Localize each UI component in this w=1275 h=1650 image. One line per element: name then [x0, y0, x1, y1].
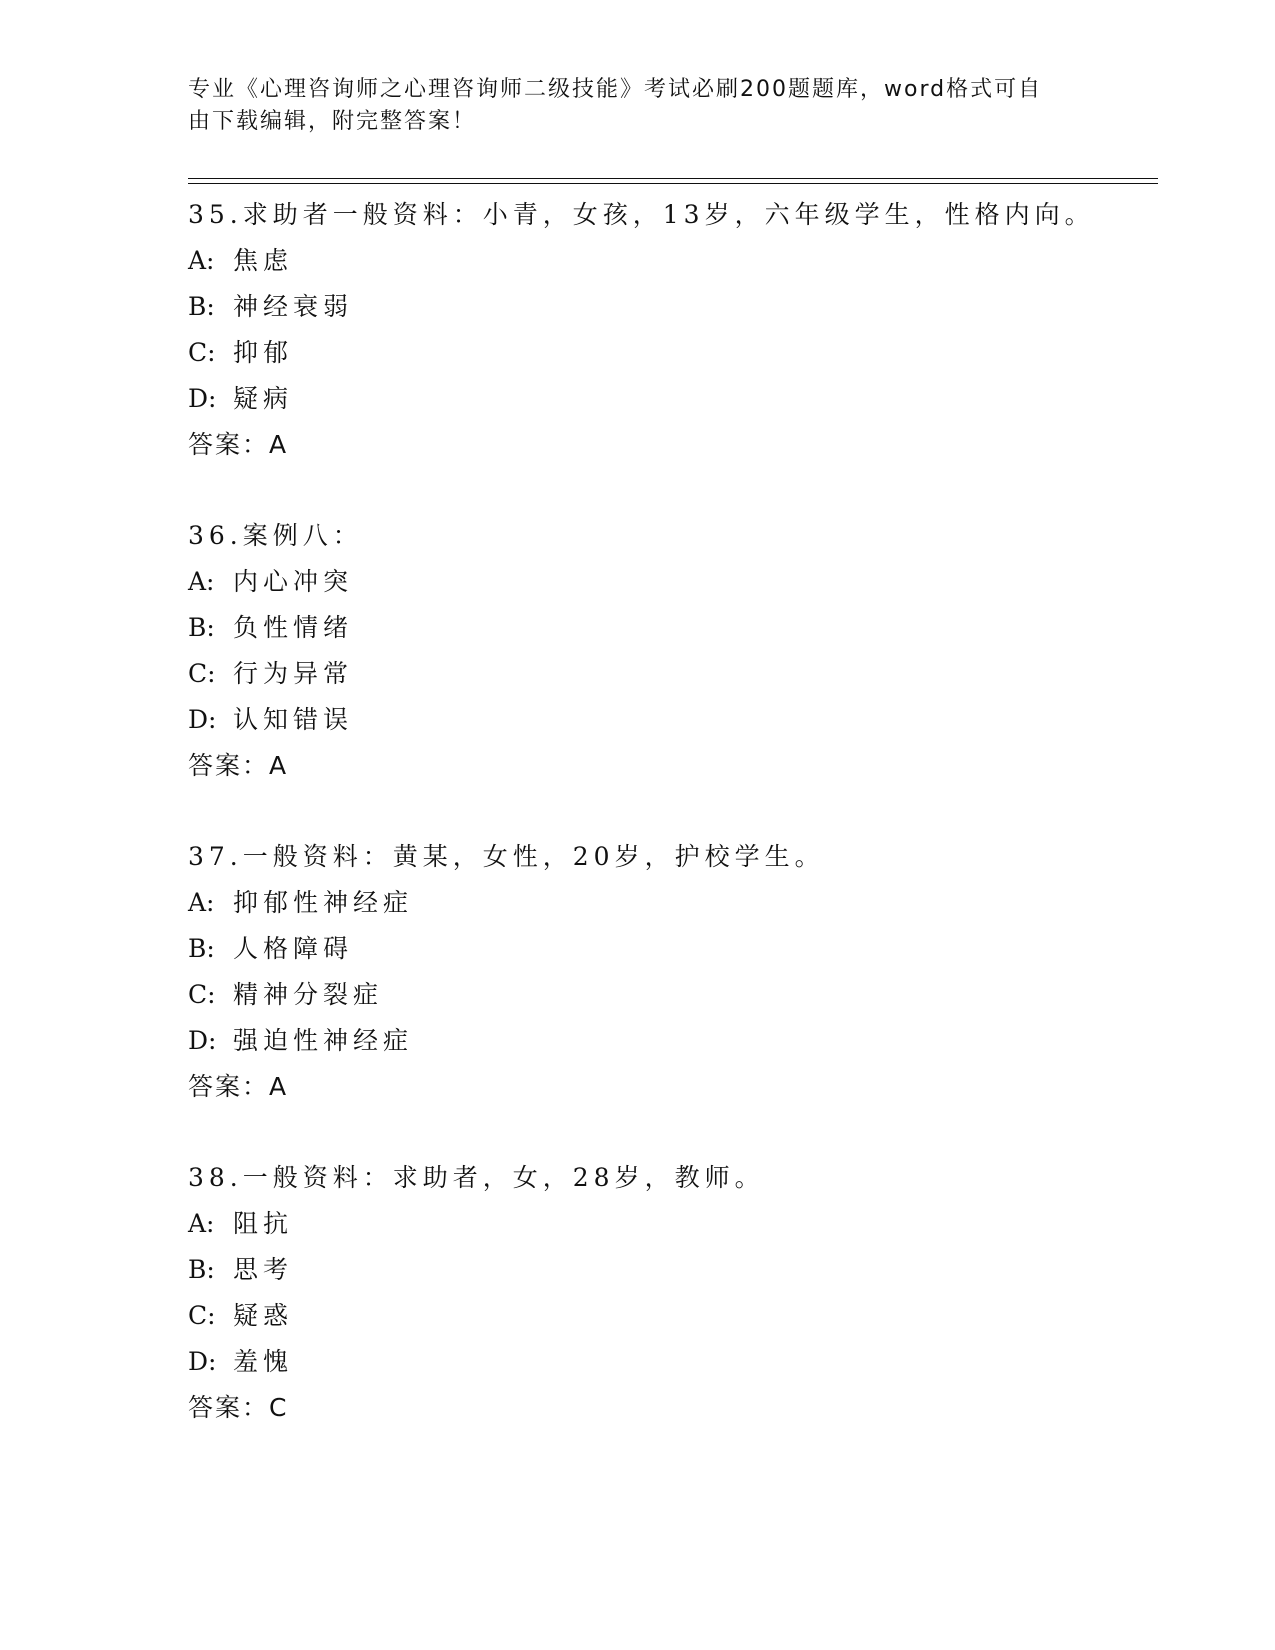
option-a — [188, 1201, 1168, 1247]
option-b — [188, 1247, 1168, 1293]
question-stem: 35.求助者一般资料：小青，女孩，13岁，六年级学生，性格内向。 — [188, 200, 1095, 229]
option-b — [188, 284, 1168, 330]
option-text: 精神分裂症 — [233, 980, 384, 1009]
option-d — [188, 1339, 1168, 1385]
question-stem: 38.一般资料：求助者，女，28岁，教师。 — [188, 1163, 765, 1192]
answer-value: A — [269, 430, 289, 459]
answer-label: 答案： — [188, 1072, 270, 1101]
option-text: 认知错误 — [233, 705, 354, 734]
answer-value: A — [269, 1072, 289, 1101]
option-key: A: — [188, 567, 215, 596]
question-list — [188, 192, 1168, 1476]
option-text: 神经衰弱 — [233, 292, 354, 321]
question-38 — [188, 1155, 1168, 1431]
header-line-2: 由下载编辑，附完整答案！ — [188, 109, 477, 134]
option-key: B: — [188, 613, 215, 642]
option-key: A: — [188, 888, 215, 917]
option-key: D: — [188, 1026, 217, 1055]
option-key: B: — [188, 934, 215, 963]
answer-line — [188, 743, 1168, 789]
answer-value: C — [269, 1393, 289, 1422]
option-key: A: — [188, 1209, 215, 1238]
option-text: 疑病 — [233, 384, 294, 413]
answer-value: A — [269, 751, 289, 780]
answer-label: 答案： — [188, 430, 270, 459]
option-a — [188, 238, 1168, 284]
answer-label: 答案： — [188, 751, 270, 780]
option-c — [188, 972, 1168, 1018]
option-c — [188, 1293, 1168, 1339]
option-key: C: — [188, 1301, 216, 1330]
option-key: B: — [188, 292, 215, 321]
option-d — [188, 697, 1168, 743]
document-header — [188, 74, 1088, 138]
option-key: D: — [188, 384, 217, 413]
option-text: 内心冲突 — [233, 567, 354, 596]
header-line-1: 专业《心理咨询师之心理咨询师二级技能》考试必刷200题题库，word格式可自 — [188, 77, 1043, 102]
header-divider-bottom — [188, 183, 1158, 184]
option-text: 抑郁 — [233, 338, 294, 367]
option-b — [188, 605, 1168, 651]
option-key: D: — [188, 705, 217, 734]
option-b — [188, 926, 1168, 972]
option-text: 羞愧 — [233, 1347, 294, 1376]
answer-line — [188, 1385, 1168, 1431]
question-37 — [188, 834, 1168, 1110]
option-a — [188, 559, 1168, 605]
option-text: 焦虑 — [233, 246, 294, 275]
option-key: B: — [188, 1255, 215, 1284]
option-text: 强迫性神经症 — [233, 1026, 414, 1055]
option-key: C: — [188, 338, 216, 367]
option-key: C: — [188, 659, 216, 688]
option-text: 疑惑 — [233, 1301, 294, 1330]
option-key: D: — [188, 1347, 217, 1376]
option-a — [188, 880, 1168, 926]
option-text: 负性情绪 — [233, 613, 354, 642]
option-text: 行为异常 — [233, 659, 354, 688]
option-key: C: — [188, 980, 216, 1009]
option-d — [188, 376, 1168, 422]
answer-label: 答案： — [188, 1393, 270, 1422]
option-c — [188, 330, 1168, 376]
answer-line — [188, 1064, 1168, 1110]
option-text: 抑郁性神经症 — [233, 888, 414, 917]
answer-line — [188, 422, 1168, 468]
option-c — [188, 651, 1168, 697]
option-d — [188, 1018, 1168, 1064]
question-stem: 36.案例八： — [188, 521, 363, 550]
option-text: 思考 — [233, 1255, 294, 1284]
question-35 — [188, 192, 1168, 468]
question-36 — [188, 513, 1168, 789]
option-text: 人格障碍 — [233, 934, 354, 963]
option-text: 阻抗 — [233, 1209, 294, 1238]
option-key: A: — [188, 246, 215, 275]
header-divider-top — [188, 178, 1158, 179]
question-stem: 37.一般资料：黄某，女性，20岁，护校学生。 — [188, 842, 825, 871]
